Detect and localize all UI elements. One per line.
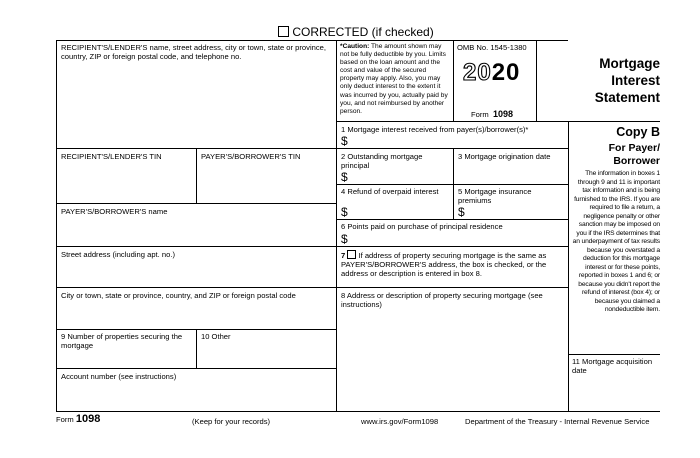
city-label: City or town, state or province, country, and ZIP or foreign postal code: [61, 291, 296, 300]
hline-right-3: [336, 184, 568, 185]
box9-field[interactable]: [57, 352, 195, 367]
hline-left-3: [56, 246, 336, 247]
hline-right-2: [336, 148, 568, 149]
box7-number: 7: [341, 251, 346, 260]
corrected-checkbox[interactable]: [278, 26, 289, 37]
hline-right-6: [336, 287, 568, 288]
recipient-name-field[interactable]: [57, 62, 335, 147]
corrected-checkbox-row: [278, 26, 434, 39]
hline-left-4: [56, 287, 336, 288]
account-field[interactable]: [57, 383, 335, 410]
payer-name-label: PAYER'S/BORROWER'S name: [61, 207, 168, 216]
omb-form-id: [471, 109, 513, 119]
tax-year: [463, 60, 520, 86]
caution-omb-divider: [453, 40, 454, 121]
corrected-label: CORRECTED (if checked): [292, 25, 434, 39]
box1-field[interactable]: [350, 134, 566, 147]
box8-label: 8 Address or description of property securing mortgage (see instructions): [341, 291, 543, 310]
payer-tin-field[interactable]: [197, 164, 335, 202]
box2-label: 2 Outstanding mortgage principal: [341, 152, 423, 171]
box2-dollar: $: [341, 170, 348, 184]
account-label: Account number (see instructions): [61, 372, 177, 381]
box1-label: 1 Mortgage interest received from payer(s)/borrower(s)*: [341, 125, 529, 134]
omb-form-prefix: Form: [471, 110, 489, 119]
footer-url[interactable]: www.irs.gov/Form1098: [361, 417, 439, 426]
box6-label: 6 Points paid on purchase of principal residence: [341, 222, 503, 231]
box3-label: 3 Mortgage origination date: [458, 152, 551, 161]
footer-form-id: [56, 413, 100, 425]
box8-field[interactable]: [338, 312, 567, 410]
lender-tin-field[interactable]: [57, 164, 195, 202]
hline-right-4: [336, 219, 568, 220]
box7-block: [341, 250, 565, 279]
omb-number: OMB No. 1545-1380: [457, 43, 527, 52]
copy-b-sub1: For Payer/: [608, 142, 660, 154]
title-line1: Mortgage: [599, 56, 660, 71]
footer-dept: Department of the Treasury - Internal Revenue Service: [465, 417, 650, 426]
caution-text: [340, 43, 452, 116]
box5-field[interactable]: [467, 205, 567, 218]
hline-left-6: [56, 368, 336, 369]
box4-dollar: $: [341, 205, 348, 219]
box7-checkbox[interactable]: [347, 250, 356, 259]
box3-field[interactable]: [455, 163, 567, 183]
tax-year-solid: 20: [491, 59, 521, 86]
hline-left-2: [56, 203, 336, 204]
box6-field[interactable]: [350, 232, 566, 245]
lender-tin-label: RECIPIENT'S/LENDER'S TIN: [61, 152, 162, 161]
street-field[interactable]: [57, 261, 335, 286]
form-bottom-border: [56, 411, 660, 412]
form-title: [578, 55, 660, 106]
box5-label: 5 Mortgage insurance premiums: [458, 187, 532, 206]
copy-b-title: Copy B: [616, 125, 660, 139]
caution-bold: *Caution:: [340, 43, 370, 50]
caution-body: The amount shown may not be fully deductible by you. Limits based on the loan amount and the cost and value of the secured property may apply. Also, you may only deduct interest to the extent it was incurred by you, actually paid by you, and not reimbursed by another person.: [340, 43, 448, 115]
tax-year-outline: 20: [463, 59, 492, 86]
hline-right-5: [336, 246, 568, 247]
box4-label: 4 Refund of overpaid interest: [341, 187, 439, 196]
form-top-border: [56, 40, 568, 41]
omb-right-border: [536, 40, 537, 121]
box1-dollar: $: [341, 134, 348, 148]
box11-field[interactable]: [569, 378, 660, 410]
box10-field[interactable]: [197, 343, 335, 367]
title-line3: Statement: [594, 90, 660, 105]
box7-text: If address of property securing mortgage is the same as PAYER'S/BORROWER'S address, the box is checked, or the address or description is entered in box 8.: [341, 251, 547, 279]
box11-label: 11 Mortgage acquisition date: [572, 357, 653, 376]
box10-label: 10 Other: [201, 332, 231, 341]
recipient-name-label: RECIPIENT'S/LENDER'S name, street address, city or town, state or province, country, ZIP or foreign postal code, and telephone no.: [61, 43, 326, 62]
footer-form-number: 1098: [75, 413, 101, 425]
box2-field[interactable]: [350, 170, 451, 183]
title-line2: Interest: [611, 73, 660, 88]
box4-field[interactable]: [350, 205, 451, 218]
payer-name-field[interactable]: [57, 218, 335, 245]
footer-keep: (Keep for your records): [192, 417, 271, 426]
omb-form-number: 1098: [492, 109, 513, 119]
city-field[interactable]: [57, 302, 335, 328]
box9-label: 9 Number of properties securing the mortgage: [61, 332, 183, 351]
box5-dollar: $: [458, 205, 465, 219]
copy-b-notice: The information in boxes 1 through 9 and 11 is important tax information and is being furnished to the IRS. If you are required to file a return, a negligence penalty or other sanction may be imposed on you if the IRS determines that an underpayment of tax results because you overstated a deduction for this mortgage interest or for these points, reported in boxes 1 and 6; or because you didn't report the refund of interest (box 4); or because you claimed a nondeductible item.: [572, 170, 660, 313]
left-col-divider: [336, 40, 337, 412]
copy-b-subtitle: [570, 142, 660, 167]
footer-form-prefix: Form: [56, 415, 74, 424]
box6-dollar: $: [341, 232, 348, 246]
hline-right-1: [336, 121, 660, 122]
copy-b-sub2: Borrower: [613, 154, 660, 167]
payer-tin-label: PAYER'S/BORROWER'S TIN: [201, 152, 301, 161]
hline-box11: [568, 354, 660, 355]
street-label: Street address (including apt. no.): [61, 250, 175, 259]
